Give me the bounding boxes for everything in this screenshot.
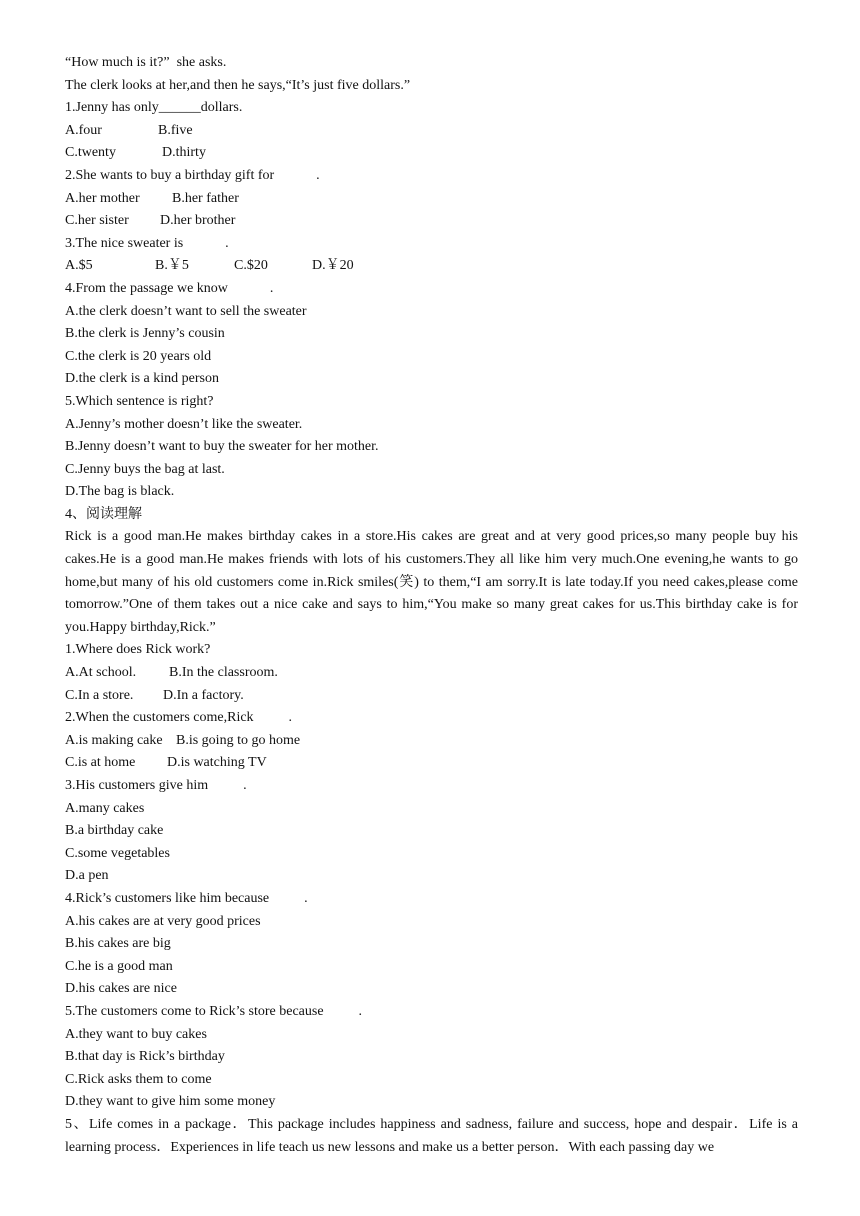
option-c: C.twenty xyxy=(65,145,116,161)
question-text: 2.She wants to buy a birthday gift for . xyxy=(65,167,320,183)
question-block xyxy=(65,775,798,888)
text-line: “How much is it?” she asks. xyxy=(65,55,227,70)
question-text: 4.Rick’s customers like him because . xyxy=(65,890,308,906)
option-row xyxy=(65,188,798,211)
option-b: B.a birthday cake xyxy=(65,823,164,839)
reading-passage: Rick is a good man.He makes birthday cakes in a store.His cakes are great and at very good prices,so many people buy his cakes.He is a good man.He makes friends with lots of his customers.They all like him very much.One evening,he wants to go home,but many of his old customers come in.Rick smiles(笑) to them,“I am sorry.It is late today.If you need cakes,please come tomorrow.”One of them takes out a nice cake and says to him,“You make so many great cakes for us.This birthday cake is for you.Happy birthday,Rick.” xyxy=(65,529,798,635)
option-c: C.Jenny buys the bag at last. xyxy=(65,461,225,477)
question-text: 5.Which sentence is right? xyxy=(65,393,214,409)
question-text: 5.The customers come to Rick’s store because . xyxy=(65,1003,363,1019)
option-d: D.his cakes are nice xyxy=(65,981,177,997)
question-block xyxy=(65,278,798,391)
reading-passage-5: 5、Life comes in a package．This package includes happiness and sadness, failure and success, hope and despair．Life is a learning process．Experiences in life teach us new lessons and make us a better person．With each passing day we xyxy=(65,1116,798,1155)
option-c: C.is at home xyxy=(65,755,136,771)
option-a: A.$5 xyxy=(65,258,93,274)
option-b: B.is going to go home xyxy=(176,732,301,748)
option-row xyxy=(65,210,798,233)
question-block xyxy=(65,1001,798,1114)
option-c: C.he is a good man xyxy=(65,958,173,974)
option-b: B.￥5 xyxy=(155,258,189,274)
option-d: D.thirty xyxy=(162,145,206,161)
option-row xyxy=(65,255,798,278)
question-block xyxy=(65,707,798,775)
question-text: 4.From the passage we know . xyxy=(65,280,274,296)
document-page xyxy=(65,52,798,1159)
question-text: 3.His customers give him . xyxy=(65,778,247,793)
option-c: C.some vegetables xyxy=(65,845,170,861)
question-block xyxy=(65,888,798,1001)
option-b: B.his cakes are big xyxy=(65,936,171,952)
option-d: D.In a factory. xyxy=(163,687,244,703)
text-line: The clerk looks at her,and then he says,“It’s just five dollars.” xyxy=(65,77,411,93)
option-b: B.her father xyxy=(172,190,239,206)
option-row xyxy=(65,142,798,165)
option-row xyxy=(65,730,798,753)
option-row xyxy=(65,120,798,143)
option-b: B.the clerk is Jenny’s cousin xyxy=(65,326,225,342)
option-d: D.they want to give him some money xyxy=(65,1094,276,1110)
question-text: 3.The nice sweater is . xyxy=(65,235,229,251)
question-text: 2.When the customers come,Rick . xyxy=(65,710,293,726)
option-c: C.Rick asks them to come xyxy=(65,1071,212,1087)
option-a: A.is making cake xyxy=(65,732,163,748)
option-d: D.her brother xyxy=(160,213,236,229)
option-a: A.four xyxy=(65,122,102,138)
option-d: D.￥20 xyxy=(312,258,354,274)
question-block xyxy=(65,391,798,504)
option-b: B.In the classroom. xyxy=(169,665,278,681)
option-a: A.At school. xyxy=(65,665,137,681)
option-a: A.her mother xyxy=(65,190,140,206)
option-c: C.$20 xyxy=(234,258,268,274)
section-heading: 4、阅读理解 xyxy=(65,506,142,522)
option-a: A.Jenny’s mother doesn’t like the sweater. xyxy=(65,416,303,432)
option-row xyxy=(65,685,798,708)
option-b: B.that day is Rick’s birthday xyxy=(65,1049,225,1065)
question-block xyxy=(65,233,798,278)
question-text: 1.Jenny has only______dollars. xyxy=(65,100,243,116)
option-b: B.Jenny doesn’t want to buy the sweater for her mother. xyxy=(65,439,379,455)
option-a: A.they want to buy cakes xyxy=(65,1026,207,1042)
option-d: D.the clerk is a kind person xyxy=(65,371,219,387)
question-block xyxy=(65,165,798,233)
option-c: C.the clerk is 20 years old xyxy=(65,348,212,364)
option-a: A.many cakes xyxy=(65,800,145,816)
option-d: D.is watching TV xyxy=(167,755,267,771)
option-c: C.In a store. xyxy=(65,687,134,703)
question-block xyxy=(65,97,798,165)
option-b: B.five xyxy=(158,122,193,138)
option-d: D.a pen xyxy=(65,868,109,884)
option-row xyxy=(65,662,798,685)
option-a: A.the clerk doesn’t want to sell the sweater xyxy=(65,303,307,319)
option-a: A.his cakes are at very good prices xyxy=(65,913,261,929)
question-block xyxy=(65,639,798,707)
option-d: D.The bag is black. xyxy=(65,484,175,500)
question-text: 1.Where does Rick work? xyxy=(65,642,211,658)
option-c: C.her sister xyxy=(65,213,129,229)
option-row xyxy=(65,752,798,775)
